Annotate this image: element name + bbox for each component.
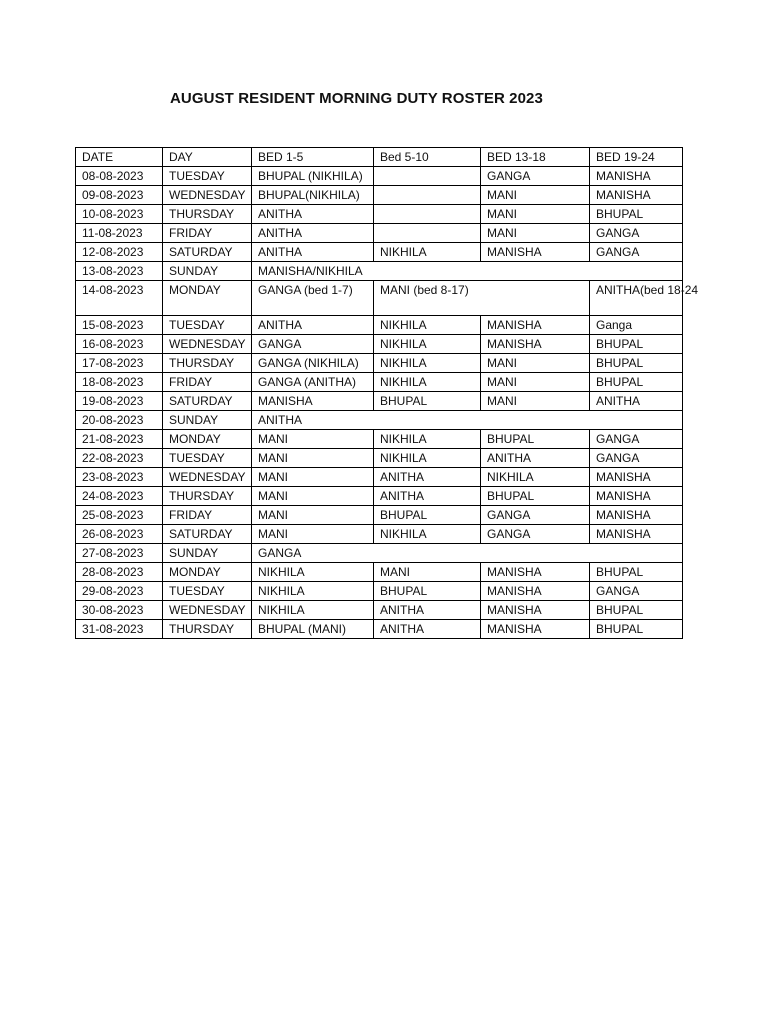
table-cell: GANGA: [252, 335, 374, 354]
table-cell: [374, 224, 481, 243]
table-cell: BHUPAL: [374, 392, 481, 411]
table-cell: 26-08-2023: [76, 525, 163, 544]
table-cell: SUNDAY: [163, 262, 252, 281]
table-cell: MANISHA: [481, 316, 590, 335]
table-cell: NIKHILA: [374, 449, 481, 468]
table-cell: NIKHILA: [374, 525, 481, 544]
table-cell: WEDNESDAY: [163, 601, 252, 620]
table-cell: [374, 205, 481, 224]
table-row: [76, 544, 683, 563]
table-cell: MONDAY: [163, 430, 252, 449]
table-cell: ANITHA: [252, 411, 683, 430]
table-cell: ANITHA: [590, 392, 683, 411]
table-row: [76, 449, 683, 468]
table-cell: SUNDAY: [163, 411, 252, 430]
table-cell: 23-08-2023: [76, 468, 163, 487]
table-cell: ANITHA: [481, 449, 590, 468]
table-row: [76, 354, 683, 373]
table-cell: ANITHA: [252, 243, 374, 262]
table-cell: TUESDAY: [163, 167, 252, 186]
table-cell: NIKHILA: [374, 430, 481, 449]
table-cell: 11-08-2023: [76, 224, 163, 243]
table-cell: BHUPAL: [590, 373, 683, 392]
table-cell: MANI: [481, 224, 590, 243]
table-cell: BHUPAL: [590, 205, 683, 224]
table-cell: ANITHA: [374, 620, 481, 639]
table-cell: 16-08-2023: [76, 335, 163, 354]
table-cell: 24-08-2023: [76, 487, 163, 506]
table-cell: FRIDAY: [163, 224, 252, 243]
table-cell: 27-08-2023: [76, 544, 163, 563]
table-cell: MANISHA: [481, 563, 590, 582]
table-row: [76, 373, 683, 392]
table-cell: 22-08-2023: [76, 449, 163, 468]
table-cell: GANGA: [481, 506, 590, 525]
table-cell: ANITHA: [374, 601, 481, 620]
table-cell: WEDNESDAY: [163, 186, 252, 205]
table-cell: MANI: [481, 354, 590, 373]
table-cell: MONDAY: [163, 563, 252, 582]
table-row: [76, 506, 683, 525]
table-cell: BHUPAL: [590, 335, 683, 354]
column-header: BED 13-18: [481, 148, 590, 167]
table-cell: ANITHA: [374, 487, 481, 506]
table-cell: MANISHA: [481, 335, 590, 354]
table-cell: BHUPAL (MANI): [252, 620, 374, 639]
table-cell: BHUPAL: [590, 620, 683, 639]
table-cell: GANGA (ANITHA): [252, 373, 374, 392]
table-cell: 28-08-2023: [76, 563, 163, 582]
table-cell: BHUPAL: [481, 430, 590, 449]
table-cell: GANGA (NIKHILA): [252, 354, 374, 373]
table-cell: 14-08-2023: [76, 281, 163, 316]
table-row: [76, 167, 683, 186]
table-cell: GANGA: [590, 224, 683, 243]
column-header: DATE: [76, 148, 163, 167]
table-row: [76, 243, 683, 262]
table-cell: MANI: [481, 186, 590, 205]
table-cell: ANITHA: [252, 224, 374, 243]
table-cell: GANGA: [590, 449, 683, 468]
table-cell: MANI: [481, 373, 590, 392]
table-cell: MANI: [252, 430, 374, 449]
table-cell: MANISHA: [252, 392, 374, 411]
table-cell: MANISHA: [590, 506, 683, 525]
table-cell: [374, 186, 481, 205]
column-header: BED 1-5: [252, 148, 374, 167]
table-cell: FRIDAY: [163, 506, 252, 525]
table-cell: SATURDAY: [163, 392, 252, 411]
table-row: [76, 411, 683, 430]
table-cell: MANI: [252, 487, 374, 506]
table-cell: GANGA: [481, 167, 590, 186]
table-cell: NIKHILA: [481, 468, 590, 487]
table-cell: 25-08-2023: [76, 506, 163, 525]
table-row: [76, 487, 683, 506]
table-cell: 30-08-2023: [76, 601, 163, 620]
table-cell: ANITHA: [252, 205, 374, 224]
table-cell: BHUPAL: [374, 506, 481, 525]
table-cell: 19-08-2023: [76, 392, 163, 411]
table-cell: THURSDAY: [163, 620, 252, 639]
table-cell: NIKHILA: [374, 354, 481, 373]
table-cell: BHUPAL(NIKHILA): [252, 186, 374, 205]
table-cell: 21-08-2023: [76, 430, 163, 449]
table-cell: WEDNESDAY: [163, 468, 252, 487]
duty-roster-table: [75, 147, 699, 639]
table-cell: NIKHILA: [252, 563, 374, 582]
table-cell: BHUPAL: [590, 354, 683, 373]
table-cell: 08-08-2023: [76, 167, 163, 186]
table-row: [76, 281, 683, 316]
table-cell: MANI: [252, 506, 374, 525]
table-cell: MANISHA/NIKHILA: [252, 262, 683, 281]
table-cell: WEDNESDAY: [163, 335, 252, 354]
table-cell: GANGA (bed 1-7): [252, 281, 374, 316]
table-cell: MANISHA: [481, 601, 590, 620]
table-cell: 13-08-2023: [76, 262, 163, 281]
table-cell: FRIDAY: [163, 373, 252, 392]
table-cell: MANISHA: [590, 167, 683, 186]
table-row: [76, 430, 683, 449]
table-cell: THURSDAY: [163, 205, 252, 224]
table-row: [76, 205, 683, 224]
table-cell: 15-08-2023: [76, 316, 163, 335]
column-header: Bed 5-10: [374, 148, 481, 167]
table-cell: MANI: [252, 525, 374, 544]
table-cell: MANI: [252, 449, 374, 468]
table-cell: MANISHA: [590, 468, 683, 487]
header-row: [76, 148, 683, 167]
table-cell: ANITHA: [252, 316, 374, 335]
table-cell: TUESDAY: [163, 449, 252, 468]
table-cell: MANI (bed 8-17): [374, 281, 590, 316]
table-cell: 17-08-2023: [76, 354, 163, 373]
table-cell: Ganga: [590, 316, 683, 335]
table-cell: MANI: [252, 468, 374, 487]
table-cell: SATURDAY: [163, 243, 252, 262]
table-row: [76, 262, 683, 281]
table-cell: 29-08-2023: [76, 582, 163, 601]
table-cell: 31-08-2023: [76, 620, 163, 639]
table-cell: BHUPAL: [590, 563, 683, 582]
table-cell: MONDAY: [163, 281, 252, 316]
table-cell: ANITHA(bed 18-24: [590, 281, 683, 316]
table-cell: 09-08-2023: [76, 186, 163, 205]
table-cell: 12-08-2023: [76, 243, 163, 262]
table-cell: NIKHILA: [252, 582, 374, 601]
table-cell: NIKHILA: [374, 243, 481, 262]
table-cell: MANISHA: [481, 620, 590, 639]
table-row: [76, 186, 683, 205]
table-row: [76, 468, 683, 487]
table-row: [76, 316, 683, 335]
table-row: [76, 601, 683, 620]
column-header: BED 19-24: [590, 148, 683, 167]
table-cell: ANITHA: [374, 468, 481, 487]
table-row: [76, 224, 683, 243]
table-cell: BHUPAL: [481, 487, 590, 506]
table-cell: 18-08-2023: [76, 373, 163, 392]
table-cell: TUESDAY: [163, 316, 252, 335]
table-cell: BHUPAL: [374, 582, 481, 601]
table-row: [76, 563, 683, 582]
table-cell: BHUPAL (NIKHILA): [252, 167, 374, 186]
table-cell: NIKHILA: [374, 316, 481, 335]
table-cell: MANISHA: [481, 582, 590, 601]
table-cell: GANGA: [252, 544, 683, 563]
table-cell: GANGA: [481, 525, 590, 544]
table-cell: MANISHA: [481, 243, 590, 262]
table-cell: 20-08-2023: [76, 411, 163, 430]
table-cell: GANGA: [590, 582, 683, 601]
table-row: [76, 582, 683, 601]
table-row: [76, 620, 683, 639]
table-cell: MANI: [481, 392, 590, 411]
table-cell: MANISHA: [590, 525, 683, 544]
table-cell: THURSDAY: [163, 354, 252, 373]
table-cell: TUESDAY: [163, 582, 252, 601]
table-cell: NIKHILA: [374, 335, 481, 354]
table-row: [76, 525, 683, 544]
table-cell: GANGA: [590, 243, 683, 262]
table-cell: SATURDAY: [163, 525, 252, 544]
table-cell: NIKHILA: [252, 601, 374, 620]
table-cell: MANISHA: [590, 487, 683, 506]
table-cell: MANISHA: [590, 186, 683, 205]
table-row: [76, 392, 683, 411]
table-cell: SUNDAY: [163, 544, 252, 563]
table-cell: 10-08-2023: [76, 205, 163, 224]
table-cell: MANI: [374, 563, 481, 582]
column-header: DAY: [163, 148, 252, 167]
table-row: [76, 335, 683, 354]
table-cell: BHUPAL: [590, 601, 683, 620]
table-cell: THURSDAY: [163, 487, 252, 506]
roster-title: AUGUST RESIDENT MORNING DUTY ROSTER 2023: [170, 90, 543, 107]
table-cell: GANGA: [590, 430, 683, 449]
table-cell: [374, 167, 481, 186]
table-cell: NIKHILA: [374, 373, 481, 392]
table-cell: MANI: [481, 205, 590, 224]
